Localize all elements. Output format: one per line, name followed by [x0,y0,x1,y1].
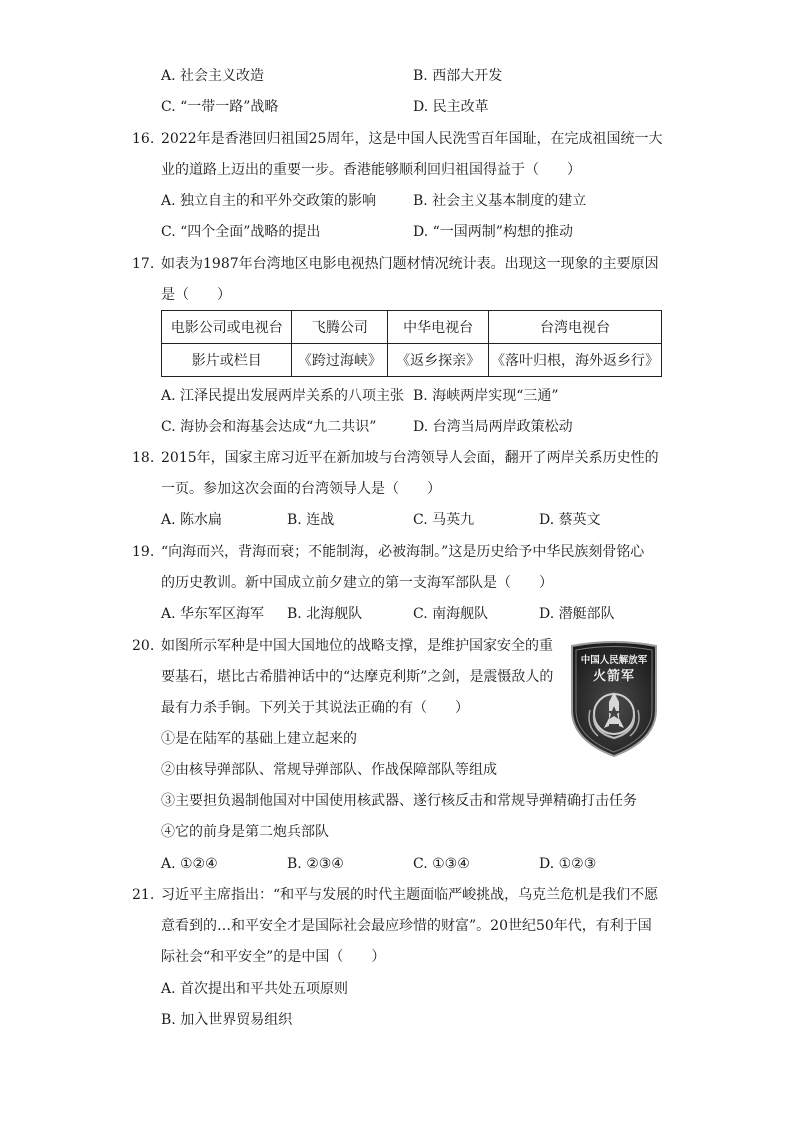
table-cell: 影片或栏目 [162,344,292,377]
badge-text-line1: 中国人民解放军 [580,655,648,666]
q18-option-a: A. 陈水扁 [161,512,223,528]
q20-option-c: C. ①③④ [413,856,470,872]
q15-option-b: B. 西部大开发 [413,68,503,84]
q17-stem-line1: 如表为1987年台湾地区电影电视热门题材情况统计表。出现这一现象的主要原因 [161,256,659,272]
q18-option-c: C. 马英九 [413,512,475,528]
q20-stem-line3: 最有力杀手锏。下列关于其说法正确的有（ ） [161,700,469,716]
q19-option-a: A. 华东军区海军 [161,606,265,622]
q15-option-a: A. 社会主义改造 [161,68,265,84]
q16-stem-line2: 业的道路上迈出的重要一步。香港能够顺利回归祖国得益于（ ） [161,162,581,178]
q18-stem-line2: 一页。参加这次会面的台湾领导人是（ ） [161,481,441,497]
q16-option-b: B. 社会主义基本制度的建立 [413,193,587,209]
q17-number: 17. [132,256,155,272]
q16-option-c: C. “四个全面”战略的提出 [161,224,321,240]
table-cell: 《落叶归根，海外返乡行》 [489,344,662,377]
q17-option-b: B. 海峡两岸实现“三通” [413,388,559,404]
q19-option-c: C. 南海舰队 [413,606,489,622]
q21-stem-line3: 际社会“和平安全”的是中国（ ） [161,949,386,965]
table-row [162,344,662,377]
q21-stem-line2: 意看到的…和平安全才是国际社会最应珍惜的财富”。20世纪50年代，有利于国 [161,918,652,934]
q16-option-a: A. 独立自主的和平外交政策的影响 [161,193,377,209]
q19-option-d: D. 潜艇部队 [539,606,615,622]
q19-stem-line2: 的历史教训。新中国成立前夕建立的第一支海军部队是（ ） [161,575,553,591]
q21-number: 21. [132,887,155,903]
q15-option-d: D. 民主改革 [413,99,489,115]
q19-stem-line1: “向海而兴，背海而衰；不能制海，必被海制。”这是历史给予中华民族刻骨铭心 [161,544,645,560]
q20-stem-line1: 如图所示军种是中国大国地位的战略支撑，是维护国家安全的重 [161,638,553,654]
q20-statement-4: ④它的前身是第二炮兵部队 [161,824,329,840]
q21-stem-line1: 习近平主席指出：“和平与发展的时代主题面临严峻挑战，乌克兰危机是我们不愿 [161,887,659,903]
badge-icon [566,640,662,758]
q20-statement-3: ③主要担负遏制他国对中国使用核武器、遂行核反击和常规导弹精确打击任务 [161,793,637,809]
q20-option-a: A. ①②④ [161,856,218,872]
q21-option-a: A. 首次提出和平共处五项原则 [161,981,349,997]
q20-stem-line2: 要基石，堪比古希腊神话中的“达摩克利斯”之剑，是震慑敌人的 [161,669,554,685]
q20-statement-2: ②由核导弹部队、常规导弹部队、作战保障部队等组成 [161,762,497,778]
table-cell: 中华电视台 [388,311,489,344]
q20-statement-1: ①是在陆军的基础上建立起来的 [161,731,357,747]
q20-option-d: D. ①②③ [539,856,597,872]
q19-option-b: B. 北海舰队 [287,606,363,622]
table-cell: 《跨过海峡》 [292,344,388,377]
q17-option-d: D. 台湾当局两岸政策松动 [413,419,573,435]
q16-number: 16. [132,131,155,147]
q21-option-b: B. 加入世界贸易组织 [161,1012,293,1028]
table-cell: 台湾电视台 [489,311,662,344]
q17-option-a: A. 江泽民提出发展两岸关系的八项主张 [161,388,405,404]
badge-text-line2: 火箭军 [592,669,636,684]
q17-option-c: C. 海协会和海基会达成“九二共识” [161,419,377,435]
q15-option-c: C. “一带一路”战略 [161,99,279,115]
table-cell: 飞腾公司 [292,311,388,344]
table-cell: 电影公司或电视台 [162,311,292,344]
table-cell: 《返乡探亲》 [388,344,489,377]
q17-stem-line2: 是（ ） [161,287,231,303]
q16-stem-line1: 2022年是香港回归祖国25周年，这是中国人民洗雪百年国耻，在完成祖国统一大 [161,131,663,147]
q16-option-d: D. “一国两制”构想的推动 [413,224,573,240]
q18-stem-line1: 2015年，国家主席习近平在新加坡与台湾领导人会面，翻开了两岸关系历史性的 [161,450,659,466]
q18-number: 18. [132,450,155,466]
q19-number: 19. [132,544,155,560]
rocket-force-badge-image [566,640,662,758]
q18-option-d: D. 蔡英文 [539,512,601,528]
q18-option-b: B. 连战 [287,512,335,528]
table-header-row [162,311,662,344]
q17-stats-table [161,310,662,377]
q20-option-b: B. ②③④ [287,856,344,872]
q20-number: 20. [132,638,155,654]
